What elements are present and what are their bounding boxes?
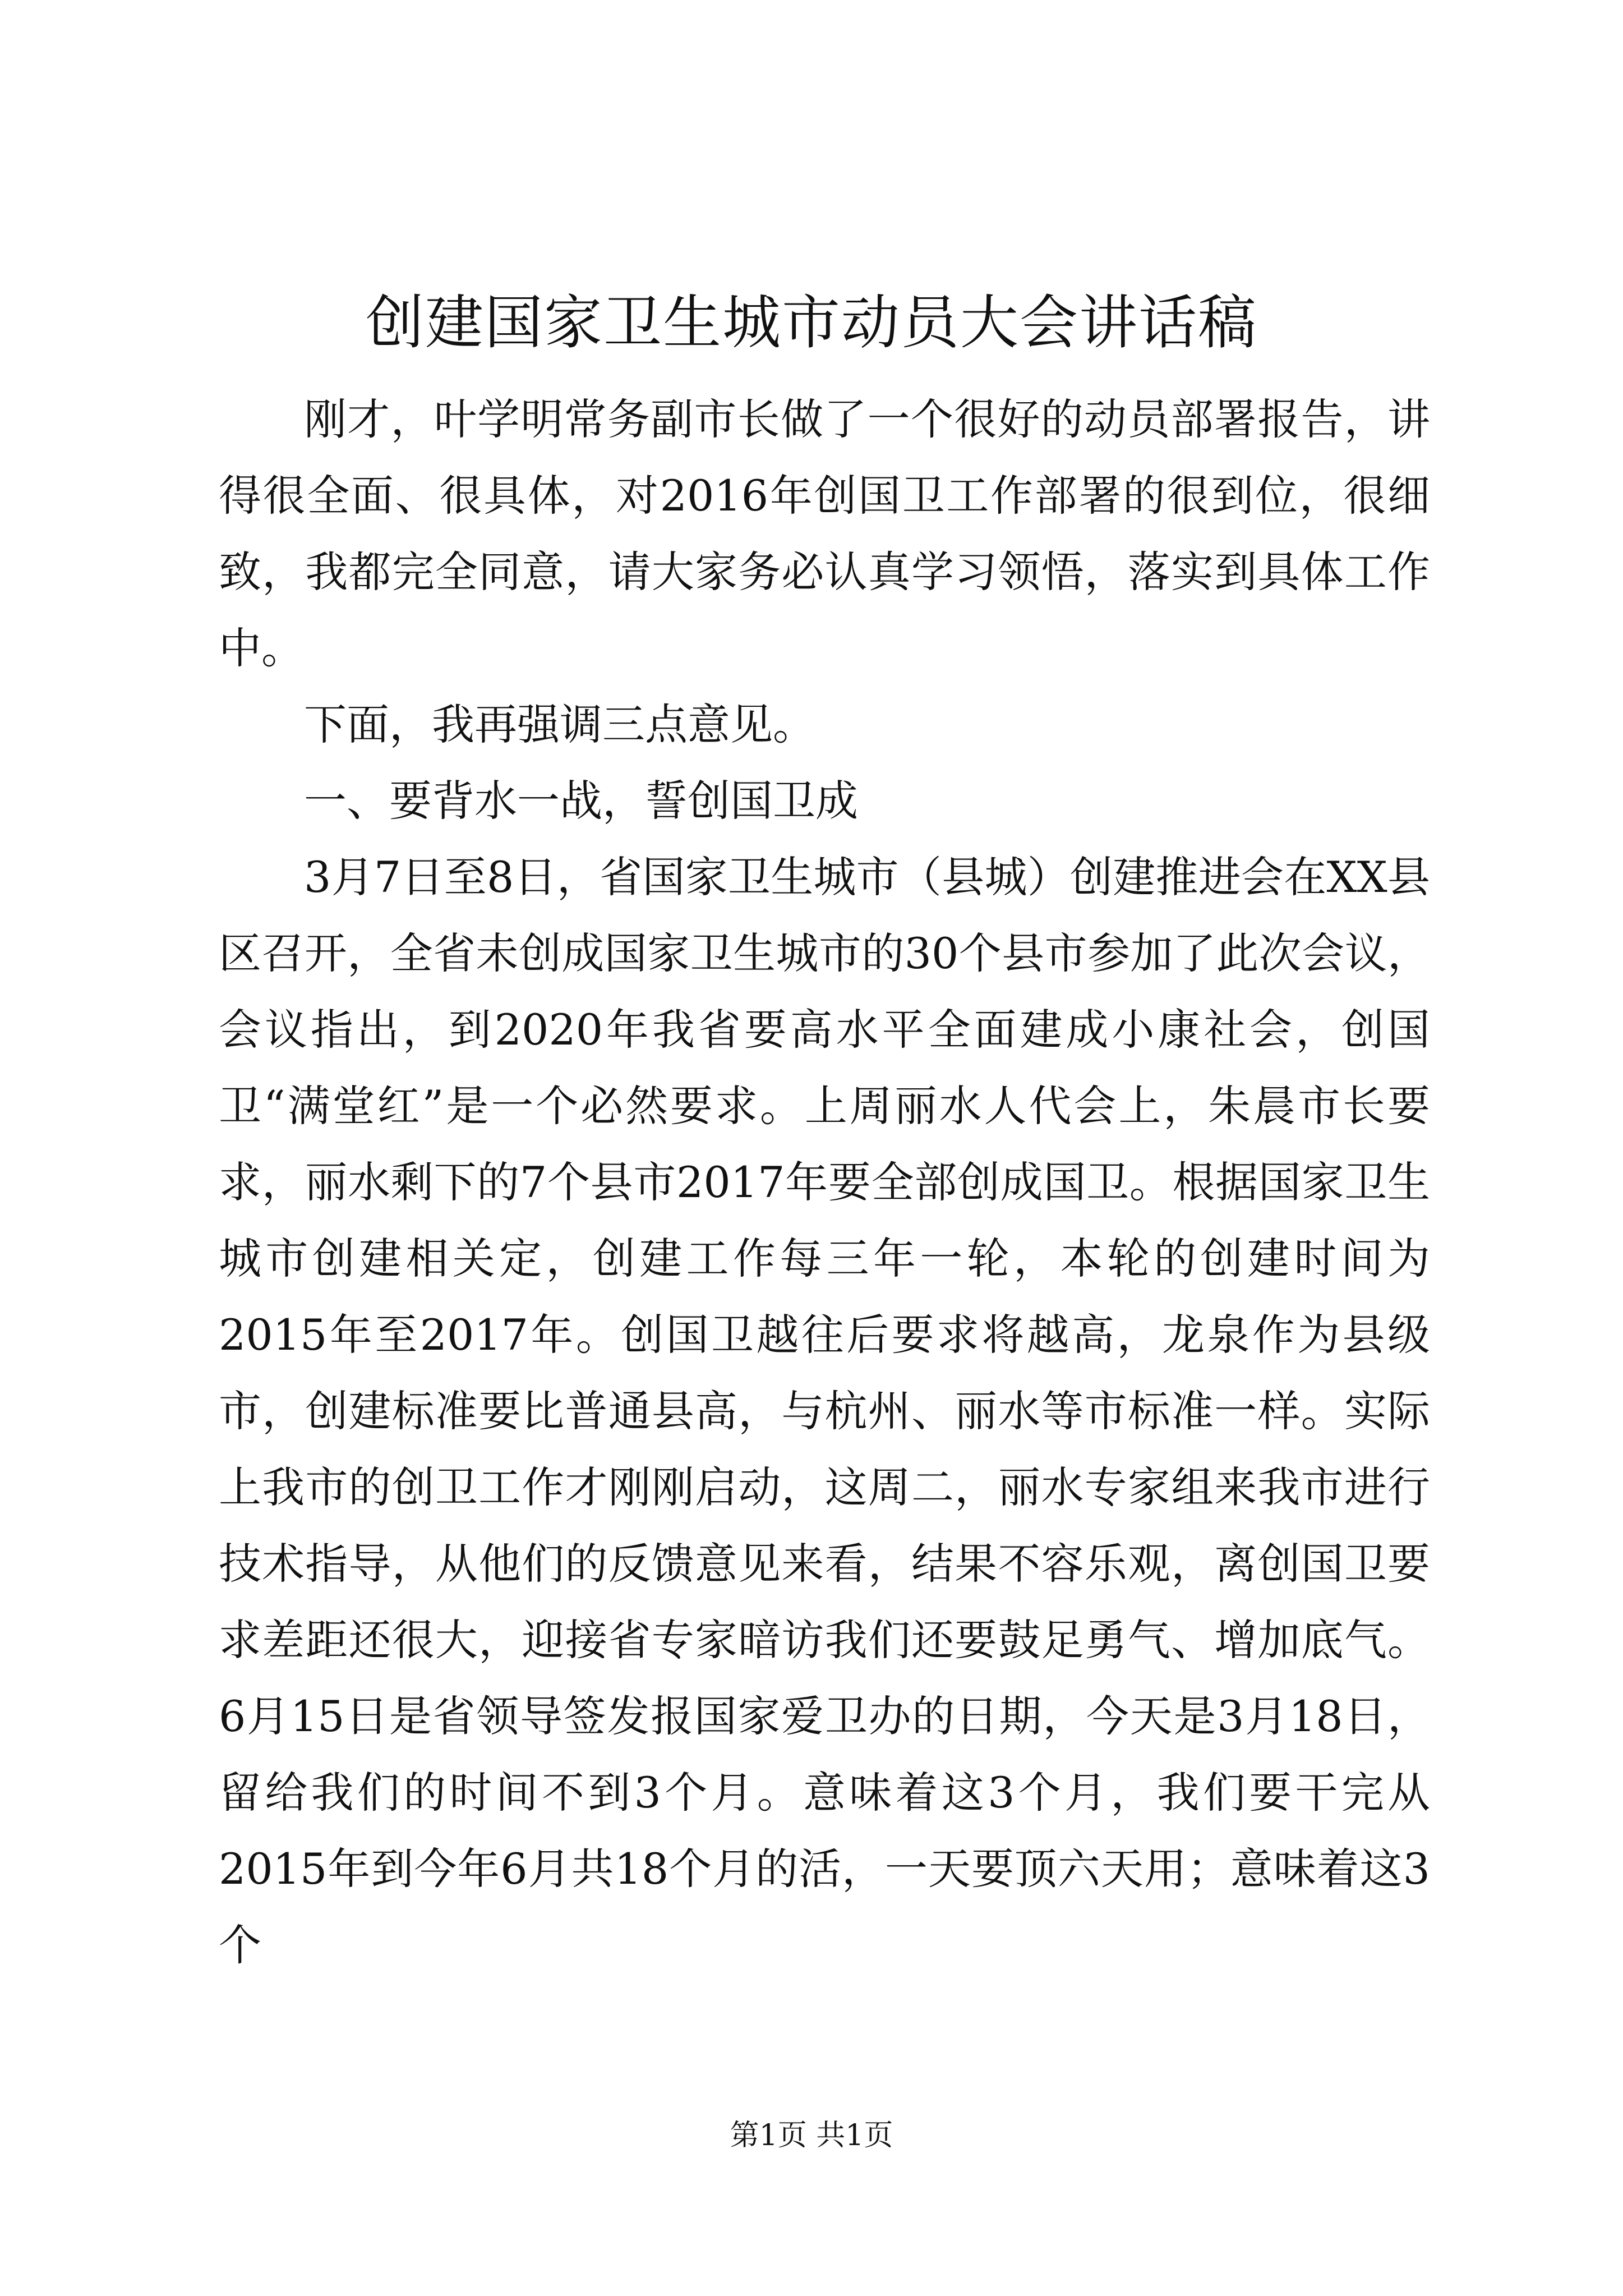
- paragraph-2: 下面，我再强调三点意见。: [304, 700, 815, 749]
- paragraph-3: 3月7日至8日，省国家卫生城市（县城）创建推进会在XX县区召开，全省未创成国家卫生城市的30个县市参加了此次会议，会议指出，到2020年我省要高水平全面建成小康社会，创国卫“满堂红”是一个必然要求。上周丽水人代会上，朱晨市长要求，丽水剩下的7个县市2017年要全部创成国卫。根据国家卫生城市创建相关定，创建工作每三年一轮，本轮的创建时间为2015年至2017年。创国卫越往后要求将越高，龙泉作为县级市，创建标准要比普通县高，与杭州、丽水等市标准一样。实际上我市的创卫工作才刚刚启动，这周二，丽水专家组来我市进行技术指导，从他们的反馈意见来看，结果不容乐观，离创国卫要求差距还很大，迎接省专家暗访我们还要鼓足勇气、增加底气。6月15日是省领导签发报国家爱卫办的日期，今天是3月18日，留给我们的时间不到3个月。意味着这3个月，我们要干完从2015年到今年6月共18个月的活，一天要顶六天用；意味着这3个: [219, 852, 1430, 1970]
- page-footer: 第1页 共1页: [730, 2119, 893, 2152]
- paragraph-1: 刚才，叶学明常务副市长做了一个很好的动员部署报告，讲得很全面、很具体，对2016年创国卫工作部署的很到位，很细致，我都完全同意，请大家务必认真学习领悟，落实到具体工作中。: [219, 394, 1430, 673]
- document-title: 创建国家卫生城市动员大会讲话稿: [365, 288, 1257, 357]
- section-heading-1: 一、要背水一战，誓创国卫成: [304, 776, 858, 826]
- document-body: [219, 381, 1430, 1984]
